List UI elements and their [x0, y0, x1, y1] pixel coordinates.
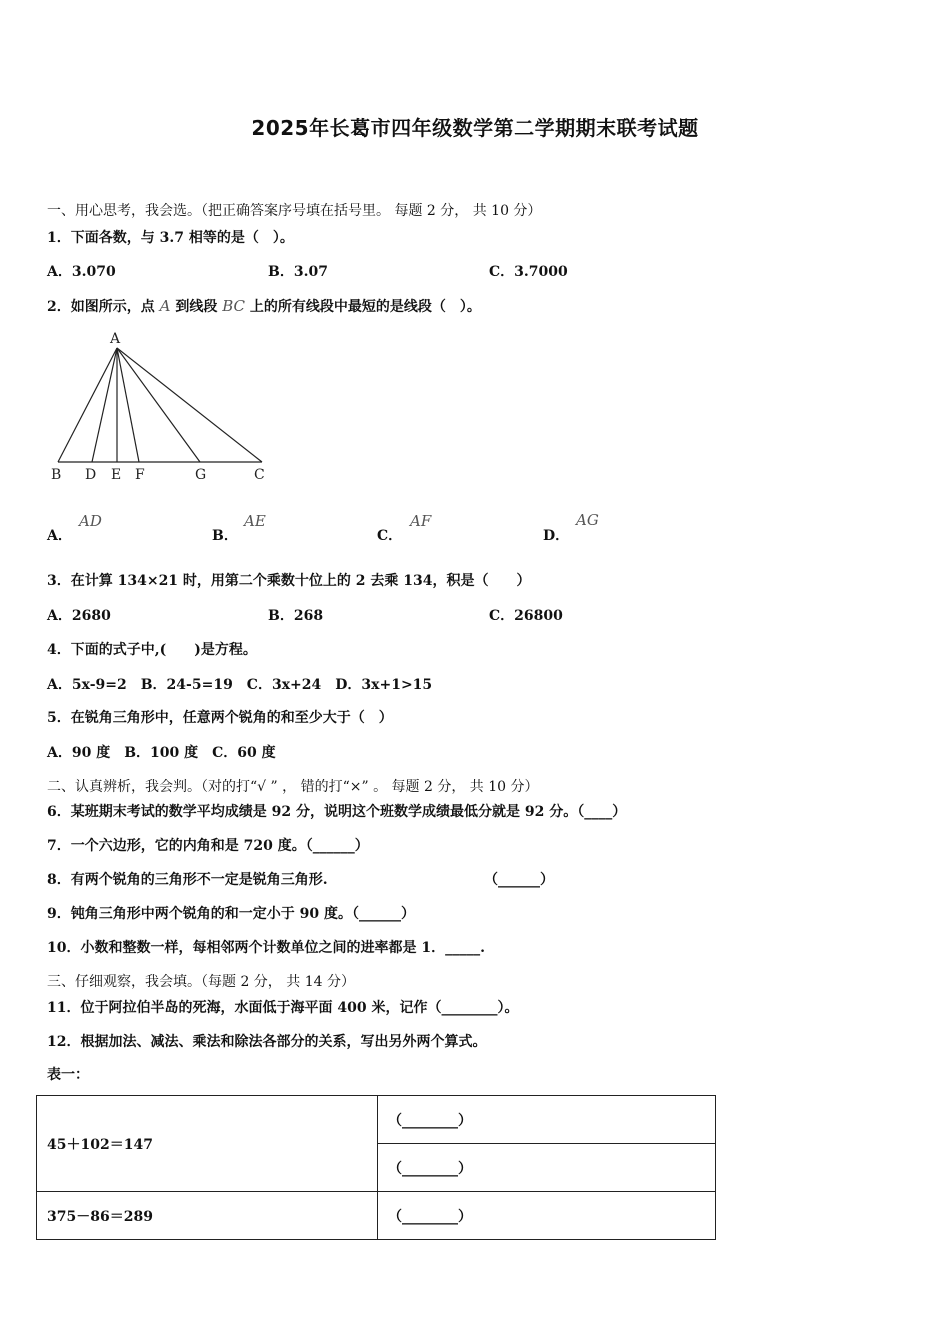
- q3-option-c: C．26800: [489, 608, 563, 624]
- q2-text-mid: 到线段: [175, 299, 218, 315]
- section1-header: 一、用心思考，我会选。（把正确答案序号填在括号里。 每题 2 分， 共 10 分）: [47, 203, 542, 219]
- question-1: 1．下面各数，与 3.7 相等的是（ ）。: [47, 230, 294, 246]
- label-b: B: [51, 467, 62, 483]
- segment-ag: [117, 348, 200, 462]
- page-title: 2025年长葛市四年级数学第二学期期末联考试题: [251, 116, 699, 140]
- q2-option-b-letter: B．: [212, 528, 238, 544]
- section3-header: 三、仔细观察，我会填。（每题 2 分， 共 14 分）: [47, 974, 355, 990]
- question-6: 6．某班期末考试的数学平均成绩是 92 分，说明这个班数学成绩最低分就是 92 分。（____）: [47, 804, 627, 820]
- q2-option-c-letter: C．: [377, 528, 403, 544]
- q2-text-after: 上的所有线段中最短的是线段（ ）。: [249, 299, 481, 315]
- triangle-figure: [46, 326, 276, 491]
- question-10: 10．小数和整数一样，每相邻两个计数单位之间的进率都是 1．_____.: [47, 940, 485, 956]
- table-label: 表一：: [47, 1067, 89, 1083]
- label-e: E: [111, 467, 122, 483]
- label-c: C: [254, 467, 265, 483]
- table-cell-blank: （________）: [378, 1192, 716, 1240]
- q3-option-a: A．2680: [47, 608, 111, 624]
- question-5: 5．在锐角三角形中，任意两个锐角的和至少大于（ ）: [47, 710, 393, 726]
- table-cell-equation-2: 375－86＝289: [37, 1192, 378, 1240]
- q2-option-d-letter: D．: [543, 528, 570, 544]
- table-cell-blank: （________）: [378, 1144, 716, 1192]
- q5-options: A．90 度 B．100 度 C．60 度: [47, 745, 276, 761]
- table-cell-equation-1: 45＋102＝147: [37, 1096, 378, 1192]
- q2-segment-bc: BC: [222, 297, 245, 315]
- q1-option-b: B．3.07: [268, 264, 328, 280]
- q1-option-a: A．3.070: [47, 264, 116, 280]
- segment-ac: [117, 348, 262, 462]
- q2-option-b-value: AE: [244, 512, 266, 530]
- label-f: F: [135, 467, 145, 483]
- q2-option-a-value: AD: [79, 512, 102, 530]
- question-4: 4．下面的式子中,( )是方程。: [47, 642, 257, 658]
- q2-text-before: 2．如图所示，点: [47, 299, 155, 315]
- q8-blank: （______）: [484, 872, 554, 888]
- q3-option-b: B．268: [268, 608, 324, 624]
- question-12: 12．根据加法、减法、乘法和除法各部分的关系，写出另外两个算式。: [47, 1034, 487, 1050]
- q2-option-a-letter: A．: [47, 528, 72, 544]
- segment-af: [117, 348, 139, 462]
- table-row: [37, 1192, 716, 1240]
- question-8: 8．有两个锐角的三角形不一定是锐角三角形.: [47, 872, 328, 888]
- segment-ab: [58, 348, 117, 462]
- question-2: [47, 297, 481, 316]
- segment-ad: [92, 348, 117, 462]
- question-11: 11．位于阿拉伯半岛的死海，水面低于海平面 400 米，记作（________）。: [47, 1000, 519, 1016]
- label-d: D: [85, 467, 97, 483]
- question-3: 3．在计算 134×21 时，用第二个乘数十位上的 2 去乘 134，积是（ ）: [47, 573, 531, 589]
- q2-option-c-value: AF: [410, 512, 432, 530]
- q4-options: A．5x-9=2 B．24-5=19 C．3x+24 D．3x+1>15: [47, 677, 433, 693]
- q2-point-a: A: [159, 297, 171, 315]
- q2-option-d-value: AG: [576, 511, 599, 529]
- question-7: 7．一个六边形，它的内角和是 720 度。（______）: [47, 838, 369, 854]
- answer-table: [36, 1095, 716, 1240]
- label-a: A: [110, 331, 121, 347]
- question-9: 9．钝角三角形中两个锐角的和一定小于 90 度。（______）: [47, 906, 415, 922]
- section2-header: 二、认真辨析，我会判。（对的打“√ ” ， 错的打“×” 。 每题 2 分， 共 10 分）: [47, 779, 539, 795]
- q1-option-c: C．3.7000: [489, 264, 568, 280]
- table-cell-blank: （________）: [378, 1096, 716, 1144]
- label-g: G: [195, 467, 207, 483]
- table-row: [37, 1096, 716, 1144]
